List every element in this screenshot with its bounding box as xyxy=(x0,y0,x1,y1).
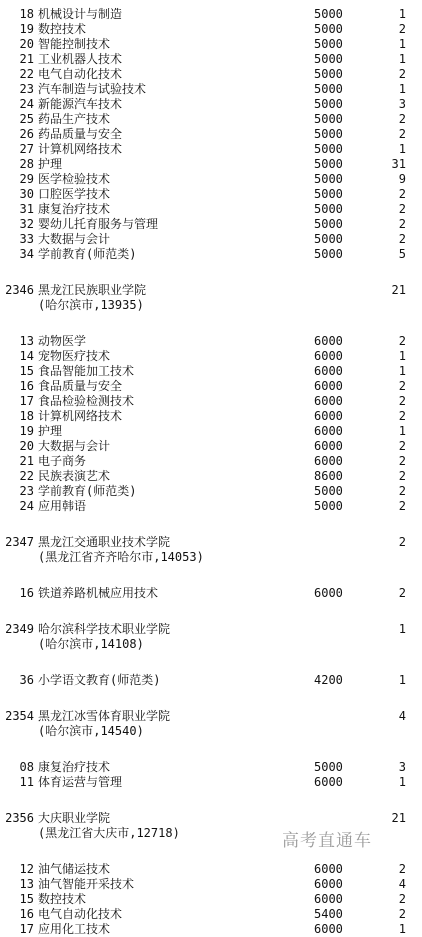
major-row xyxy=(0,424,422,439)
major-row xyxy=(0,7,422,22)
major-name: 婴幼儿托育服务与管理 xyxy=(38,217,159,231)
school-row xyxy=(0,622,422,637)
major-name: 护理 xyxy=(38,424,63,438)
major-code: 08 xyxy=(19,760,34,774)
major-tuition: 6000 xyxy=(314,922,343,936)
major-tuition: 5000 xyxy=(314,52,343,66)
major-code: 16 xyxy=(19,379,34,393)
major-plan-count: 3 xyxy=(398,97,406,111)
major-row xyxy=(0,673,422,688)
major-code: 31 xyxy=(19,202,34,216)
major-tuition: 6000 xyxy=(314,586,343,600)
major-row xyxy=(0,97,422,112)
major-name: 电子商务 xyxy=(38,454,87,468)
major-row xyxy=(0,112,422,127)
major-plan-count: 1 xyxy=(398,922,406,936)
major-tuition: 5000 xyxy=(314,112,343,126)
major-code: 16 xyxy=(19,586,34,600)
major-code: 28 xyxy=(19,157,34,171)
major-code: 17 xyxy=(19,922,34,936)
major-tuition: 5000 xyxy=(314,97,343,111)
major-code: 22 xyxy=(19,67,34,81)
major-name: 油气储运技术 xyxy=(38,862,111,876)
school-name: 黑龙江民族职业学院 xyxy=(38,283,147,297)
school-code: 2356 xyxy=(5,811,34,825)
major-plan-count: 9 xyxy=(398,172,406,186)
major-tuition: 6000 xyxy=(314,439,343,453)
major-name: 康复治疗技术 xyxy=(38,202,111,216)
major-name: 体育运营与管理 xyxy=(38,775,123,789)
major-tuition: 6000 xyxy=(314,349,343,363)
school-plan-count: 21 xyxy=(391,811,406,825)
major-row xyxy=(0,217,422,232)
major-name: 食品检验检测技术 xyxy=(38,394,135,408)
major-row xyxy=(0,364,422,379)
major-plan-count: 2 xyxy=(398,454,406,468)
major-tuition: 5000 xyxy=(314,157,343,171)
major-code: 13 xyxy=(19,334,34,348)
major-tuition: 4200 xyxy=(314,673,343,687)
major-tuition: 6000 xyxy=(314,877,343,891)
major-plan-count: 2 xyxy=(398,892,406,906)
major-plan-count: 2 xyxy=(398,217,406,231)
school-location: (哈尔滨市,13935) xyxy=(38,298,144,312)
major-name: 铁道养路机械应用技术 xyxy=(38,586,159,600)
major-code: 24 xyxy=(19,97,34,111)
major-plan-count: 2 xyxy=(398,22,406,36)
school-name: 黑龙江冰雪体育职业学院 xyxy=(38,709,171,723)
major-plan-count: 2 xyxy=(398,907,406,921)
major-name: 医学检验技术 xyxy=(38,172,111,186)
major-row xyxy=(0,127,422,142)
major-plan-count: 2 xyxy=(398,187,406,201)
school-location-row xyxy=(0,724,422,739)
major-plan-count: 2 xyxy=(398,484,406,498)
school-code: 2349 xyxy=(5,622,34,636)
major-code: 30 xyxy=(19,187,34,201)
major-tuition: 6000 xyxy=(314,454,343,468)
school-name: 黑龙江交通职业技术学院 xyxy=(38,535,171,549)
major-code: 16 xyxy=(19,907,34,921)
major-code: 32 xyxy=(19,217,34,231)
major-row xyxy=(0,469,422,484)
major-tuition: 6000 xyxy=(314,409,343,423)
major-name: 汽车制造与试验技术 xyxy=(38,82,147,96)
major-code: 15 xyxy=(19,892,34,906)
school-location: (哈尔滨市,14540) xyxy=(38,724,144,738)
major-code: 20 xyxy=(19,37,34,51)
major-tuition: 5000 xyxy=(314,499,343,513)
major-code: 15 xyxy=(19,364,34,378)
school-plan-count: 21 xyxy=(391,283,406,297)
major-tuition: 6000 xyxy=(314,364,343,378)
school-plan-count: 1 xyxy=(398,622,406,636)
major-plan-count: 1 xyxy=(398,775,406,789)
major-row xyxy=(0,862,422,877)
major-name: 学前教育(师范类) xyxy=(38,484,137,498)
major-row xyxy=(0,409,422,424)
major-plan-count: 1 xyxy=(398,82,406,96)
major-plan-count: 31 xyxy=(391,157,406,171)
major-row xyxy=(0,142,422,157)
school-location-row xyxy=(0,550,422,565)
major-row xyxy=(0,586,422,601)
major-code: 18 xyxy=(19,7,34,21)
major-row xyxy=(0,775,422,790)
major-tuition: 6000 xyxy=(314,424,343,438)
major-plan-count: 2 xyxy=(398,439,406,453)
major-code: 19 xyxy=(19,22,34,36)
major-code: 21 xyxy=(19,52,34,66)
major-code: 23 xyxy=(19,82,34,96)
major-name: 计算机网络技术 xyxy=(38,142,123,156)
major-plan-count: 2 xyxy=(398,127,406,141)
school-plan-count: 2 xyxy=(398,535,406,549)
major-row xyxy=(0,454,422,469)
major-tuition: 6000 xyxy=(314,892,343,906)
major-row xyxy=(0,67,422,82)
major-name: 动物医学 xyxy=(38,334,87,348)
major-tuition: 6000 xyxy=(314,862,343,876)
major-row xyxy=(0,394,422,409)
major-plan-count: 2 xyxy=(398,409,406,423)
major-code: 36 xyxy=(19,673,34,687)
major-tuition: 5000 xyxy=(314,127,343,141)
major-plan-count: 5 xyxy=(398,247,406,261)
major-tuition: 5000 xyxy=(314,142,343,156)
major-code: 12 xyxy=(19,862,34,876)
major-code: 33 xyxy=(19,232,34,246)
major-code: 22 xyxy=(19,469,34,483)
school-location-row xyxy=(0,637,422,652)
major-row xyxy=(0,247,422,262)
major-plan-count: 4 xyxy=(398,877,406,891)
major-tuition: 6000 xyxy=(314,334,343,348)
major-plan-count: 2 xyxy=(398,862,406,876)
major-row xyxy=(0,202,422,217)
school-name: 大庆职业学院 xyxy=(38,811,111,825)
major-code: 27 xyxy=(19,142,34,156)
major-name: 食品质量与安全 xyxy=(38,379,123,393)
major-name: 食品智能加工技术 xyxy=(38,364,135,378)
major-code: 29 xyxy=(19,172,34,186)
major-name: 应用化工技术 xyxy=(38,922,111,936)
major-tuition: 5000 xyxy=(314,172,343,186)
major-tuition: 6000 xyxy=(314,394,343,408)
major-name: 宠物医疗技术 xyxy=(38,349,111,363)
school-row xyxy=(0,811,422,826)
major-code: 24 xyxy=(19,499,34,513)
major-tuition: 5000 xyxy=(314,484,343,498)
major-code: 26 xyxy=(19,127,34,141)
major-tuition: 6000 xyxy=(314,775,343,789)
major-plan-count: 2 xyxy=(398,379,406,393)
major-row xyxy=(0,922,422,937)
major-name: 机械设计与制造 xyxy=(38,7,123,21)
major-code: 13 xyxy=(19,877,34,891)
school-row xyxy=(0,283,422,298)
major-code: 23 xyxy=(19,484,34,498)
major-name: 护理 xyxy=(38,157,63,171)
major-name: 康复治疗技术 xyxy=(38,760,111,774)
major-row xyxy=(0,82,422,97)
major-name: 民族表演艺术 xyxy=(38,469,111,483)
major-plan-count: 1 xyxy=(398,673,406,687)
major-plan-count: 1 xyxy=(398,364,406,378)
major-name: 电气自动化技术 xyxy=(38,67,123,81)
major-row xyxy=(0,877,422,892)
major-tuition: 5000 xyxy=(314,217,343,231)
major-name: 油气智能开采技术 xyxy=(38,877,135,891)
major-name: 数控技术 xyxy=(38,22,87,36)
school-location: (黑龙江省齐齐哈尔市,14053) xyxy=(38,550,204,564)
major-plan-count: 1 xyxy=(398,424,406,438)
major-code: 19 xyxy=(19,424,34,438)
major-code: 20 xyxy=(19,439,34,453)
major-name: 大数据与会计 xyxy=(38,232,111,246)
major-tuition: 5000 xyxy=(314,67,343,81)
major-row xyxy=(0,187,422,202)
major-name: 工业机器人技术 xyxy=(38,52,123,66)
major-plan-count: 1 xyxy=(398,7,406,21)
major-row xyxy=(0,37,422,52)
school-location-row xyxy=(0,298,422,313)
major-plan-count: 2 xyxy=(398,586,406,600)
major-name: 大数据与会计 xyxy=(38,439,111,453)
major-row xyxy=(0,892,422,907)
major-tuition: 5000 xyxy=(314,760,343,774)
major-name: 口腔医学技术 xyxy=(38,187,111,201)
major-plan-count: 1 xyxy=(398,142,406,156)
major-row xyxy=(0,499,422,514)
school-code: 2346 xyxy=(5,283,34,297)
major-name: 药品质量与安全 xyxy=(38,127,123,141)
major-row xyxy=(0,439,422,454)
major-plan-count: 2 xyxy=(398,394,406,408)
major-name: 小学语文教育(师范类) xyxy=(38,673,161,687)
major-row xyxy=(0,907,422,922)
school-location: (哈尔滨市,14108) xyxy=(38,637,144,651)
major-code: 21 xyxy=(19,454,34,468)
major-tuition: 6000 xyxy=(314,379,343,393)
major-row xyxy=(0,349,422,364)
major-plan-count: 1 xyxy=(398,349,406,363)
major-tuition: 5000 xyxy=(314,7,343,21)
watermark: 高考直通车 xyxy=(282,831,372,851)
major-code: 14 xyxy=(19,349,34,363)
major-tuition: 5000 xyxy=(314,82,343,96)
major-code: 25 xyxy=(19,112,34,126)
major-plan-count: 2 xyxy=(398,469,406,483)
major-tuition: 5000 xyxy=(314,22,343,36)
major-code: 17 xyxy=(19,394,34,408)
school-location: (黑龙江省大庆市,12718) xyxy=(38,826,180,840)
major-name: 应用韩语 xyxy=(38,499,87,513)
major-plan-count: 2 xyxy=(398,112,406,126)
school-plan-count: 4 xyxy=(398,709,406,723)
major-plan-count: 2 xyxy=(398,202,406,216)
major-tuition: 5000 xyxy=(314,232,343,246)
major-row xyxy=(0,484,422,499)
major-name: 电气自动化技术 xyxy=(38,907,123,921)
school-code: 2347 xyxy=(5,535,34,549)
major-name: 智能控制技术 xyxy=(38,37,111,51)
major-plan-count: 1 xyxy=(398,52,406,66)
major-code: 34 xyxy=(19,247,34,261)
major-row xyxy=(0,232,422,247)
school-name: 哈尔滨科学技术职业学院 xyxy=(38,622,171,636)
major-row xyxy=(0,157,422,172)
major-plan-count: 2 xyxy=(398,499,406,513)
major-tuition: 5000 xyxy=(314,202,343,216)
major-tuition: 5000 xyxy=(314,247,343,261)
major-name: 新能源汽车技术 xyxy=(38,97,123,111)
major-code: 11 xyxy=(19,775,34,789)
school-row xyxy=(0,535,422,550)
major-name: 药品生产技术 xyxy=(38,112,111,126)
major-tuition: 5000 xyxy=(314,187,343,201)
major-tuition: 5400 xyxy=(314,907,343,921)
major-plan-count: 2 xyxy=(398,334,406,348)
major-code: 18 xyxy=(19,409,34,423)
major-plan-count: 2 xyxy=(398,232,406,246)
major-row xyxy=(0,172,422,187)
major-row xyxy=(0,22,422,37)
major-row xyxy=(0,760,422,775)
school-row xyxy=(0,709,422,724)
major-plan-count: 2 xyxy=(398,67,406,81)
major-row xyxy=(0,379,422,394)
major-name: 数控技术 xyxy=(38,892,87,906)
school-code: 2354 xyxy=(5,709,34,723)
major-plan-count: 1 xyxy=(398,37,406,51)
major-tuition: 5000 xyxy=(314,37,343,51)
major-name: 计算机网络技术 xyxy=(38,409,123,423)
major-name: 学前教育(师范类) xyxy=(38,247,137,261)
major-row xyxy=(0,334,422,349)
major-row xyxy=(0,52,422,67)
major-tuition: 8600 xyxy=(314,469,343,483)
major-plan-count: 3 xyxy=(398,760,406,774)
